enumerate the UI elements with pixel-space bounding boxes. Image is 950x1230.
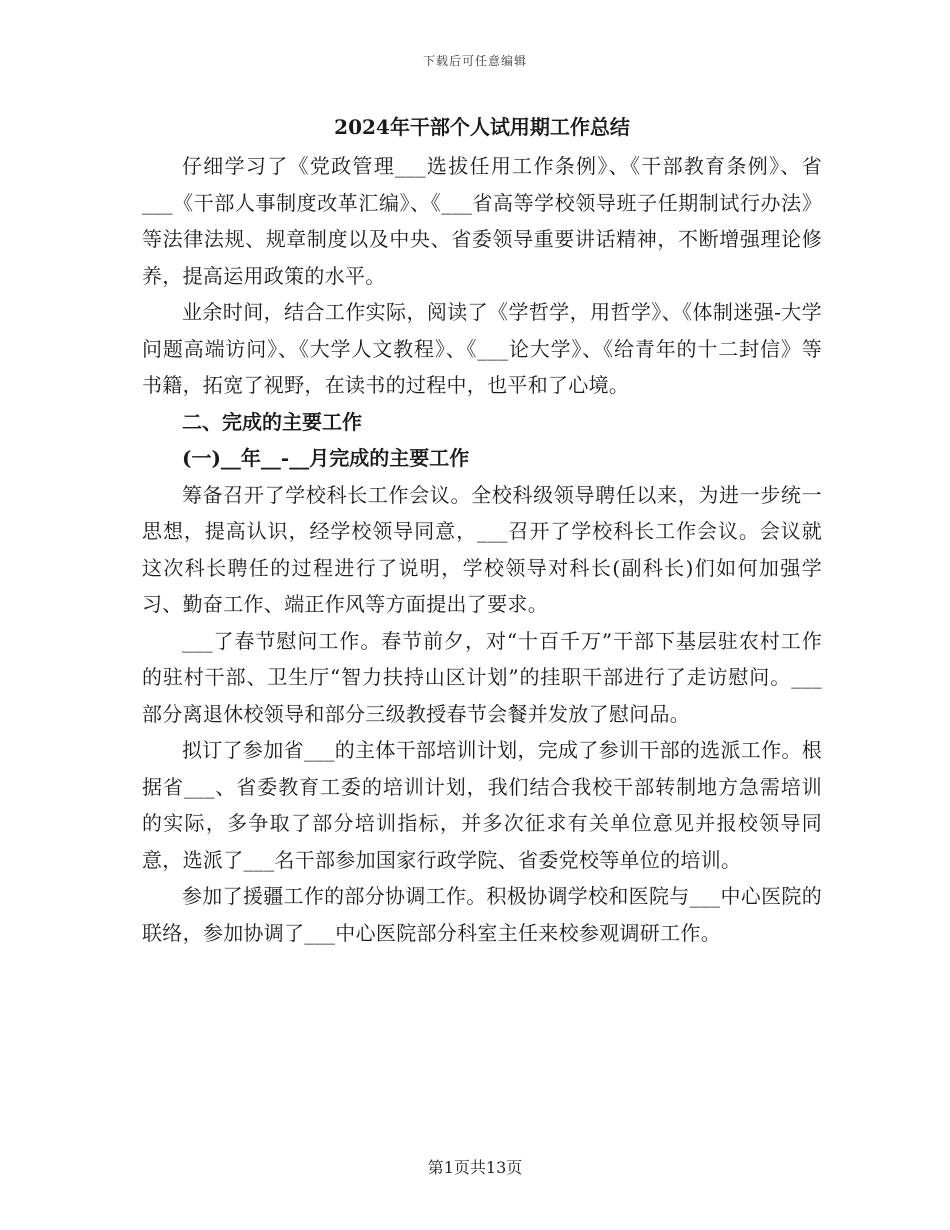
page-number: 第1页共13页 (427, 1158, 523, 1177)
paragraph-xinjiang-aid: 参加了援疆工作的部分协调工作。积极协调学校和医院与___中心医院的联络，参加协调了___中心医院部分科室主任来校参观调研工作。 (142, 884, 822, 945)
paragraph-spring-festival: ___了春节慰问工作。春节前夕，对“十百千万”干部下基层驻农村工作的驻村干部、卫生厅“智力扶持山区计划”的挂职干部进行了走访慰问。___部分离退休校领导和部分三级教授春节会餐并发放了慰问品。 (142, 628, 822, 726)
paragraph-reading: 业余时间，结合工作实际，阅读了《学哲学，用哲学》、《体制迷强-大学问题高端访问》、《大学人文教程》、《___论大学》、《给青年的十二封信》等书籍，拓宽了视野，在读书的过程中，也平和了心境。 (142, 300, 822, 397)
paragraph-training: 拟订了参加省___的主体干部培训计划，完成了参训干部的选派工作。根据省___、省委教育工委的培训计划，我们结合我校干部转制地方急需培训的实际，多争取了部分培训指标，并多次征求有关单位意见并报校领导同意，选派了___名干部参加国家行政学院、省委党校等单位的培训。 (142, 738, 822, 872)
document-body (142, 110, 822, 951)
paragraph-study: 仔细学习了《党政管理___选拔任用工作条例》、《干部教育条例》、省___《干部人事制度改革汇编》、《___省高等学校领导班子任期制试行办法》等法律法规、规章制度以及中央、省委领导重要讲话精神，不断增强理论修养，提高运用政策的水平。 (142, 154, 822, 288)
document-title: 2024年干部个人试用期工作总结 (334, 115, 630, 139)
paragraph-meeting: 筹备召开了学校科长工作会议。全校科级领导聘任以来，为进一步统一思想，提高认识，经学校领导同意，___召开了学校科长工作会议。会议就这次科长聘任的过程进行了说明，学校领导对科长(副科长)们如何加强学习、勤奋工作、端正作风等方面提出了要求。 (142, 482, 822, 616)
section-heading-main-work: 二、完成的主要工作 (182, 409, 362, 434)
subsection-heading-period: (一)__年__-__月完成的主要工作 (182, 446, 470, 470)
header-note: 下载后可任意编辑 (422, 54, 527, 68)
